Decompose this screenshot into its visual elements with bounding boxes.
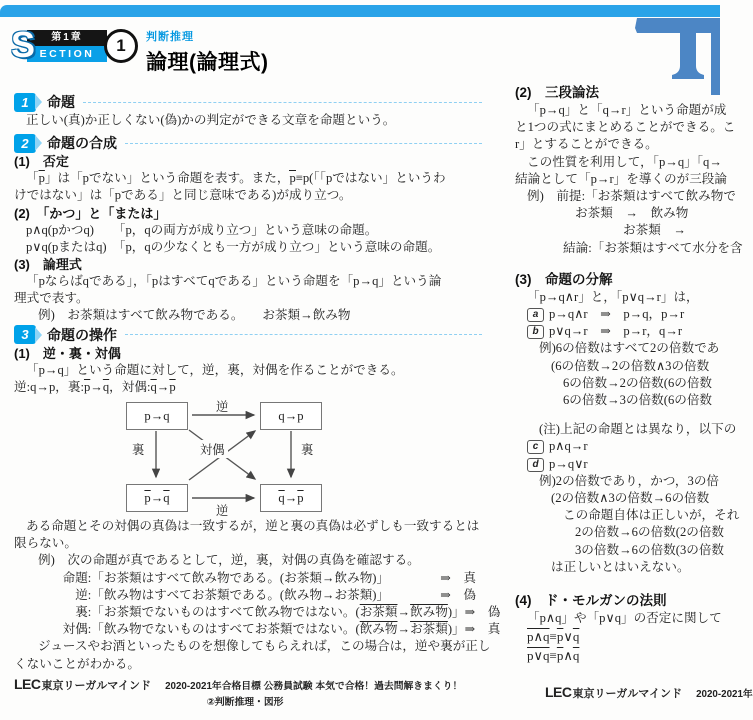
text-line: 正しい(真)か正しくない(偽)かの判定ができる文章を命題という。 xyxy=(26,113,396,127)
overlined-q: $\overline{q}$ xyxy=(572,629,580,645)
text-segment: p∧q→r xyxy=(549,439,588,454)
text-line: 「p∧q」や「p∨q」の否定に関して xyxy=(527,611,722,626)
text-segment: 逆:「飲み物はすべてお茶類である。(飲み物→お茶類)」 xyxy=(50,587,390,602)
arrow-symbol: → xyxy=(397,605,411,620)
right-page xyxy=(515,84,743,665)
rule-b-badge: b xyxy=(527,325,544,339)
text-segment: 「 xyxy=(26,171,39,186)
text-line: 6の倍数→3の倍数(6の倍数 xyxy=(563,393,713,408)
overlined-drink: 飲み物 xyxy=(359,622,398,637)
label-converse-bottom: 逆 xyxy=(216,504,229,519)
text-line: は正しいとはいえない。 xyxy=(551,559,690,574)
overlined-drink: 飲み物 xyxy=(410,605,448,620)
arrow-symbol: → xyxy=(150,490,164,505)
section-2-head xyxy=(14,133,482,153)
contrapositive-diagram xyxy=(14,400,482,518)
rule-c-badge: c xyxy=(527,440,544,454)
text-line: 結論として「p→r」を導くのが三段論 xyxy=(515,171,727,186)
text-line: 2の倍数→6の倍数(2の倍数 xyxy=(575,525,725,540)
equiv-symbol: ≡ xyxy=(549,648,557,664)
publisher-name: 東京リーガルマインド xyxy=(41,680,152,692)
subheading-negation: (1) 否定 xyxy=(14,154,69,170)
label-converse-top: 逆 xyxy=(216,400,229,415)
example-converse xyxy=(14,587,482,604)
text-segment: 」は「pでない」という命題を表す。また， xyxy=(44,171,290,186)
double-overlined-p: $\overline{p}$ xyxy=(289,171,296,186)
de-morgan-formula-1 xyxy=(515,627,720,646)
footer-text: 2020-2021年 xyxy=(696,689,753,700)
arrow-symbol: → xyxy=(90,379,103,394)
text-segment: 逆:q→p，裏: xyxy=(14,379,84,394)
text-line: 6の倍数→2の倍数(6の倍数 xyxy=(563,375,713,390)
overlined-p: $\overline{p}$ xyxy=(556,629,564,645)
or-symbol: ∨ xyxy=(563,629,573,645)
note-line: (注)上記の命題とは異なり，以下の xyxy=(539,422,737,437)
section-word: ECTION xyxy=(27,46,107,62)
section-rule xyxy=(125,334,482,335)
overlined-q: $\overline{q}$ xyxy=(572,648,580,664)
example-contrapositive xyxy=(14,621,501,638)
text-segment: ≡p(「「pではない」というわ xyxy=(295,171,446,186)
overlined-p: $\overline{p}$ xyxy=(169,379,176,394)
text-line: ジュースやお酒といったものを想像してもらえれば，この場合は，逆や裏が正し xyxy=(38,639,491,654)
category-label: 判断推理 xyxy=(146,31,194,43)
text-line: 結論:「お茶類はすべて水分を含 xyxy=(563,240,743,255)
rule-a-line xyxy=(515,306,720,323)
text-segment: 裏:「お茶類でないものはすべて飲み物ではない。( xyxy=(50,605,360,620)
overlined-tea: お茶類 xyxy=(359,605,398,620)
truth-result: ⇒ 真 xyxy=(440,570,476,585)
footer-volume-label: ②判断推理・図形 xyxy=(206,697,284,708)
overlined-p: $\overline{p}$ xyxy=(144,490,151,505)
text-line: この命題自体は正しいが，それ xyxy=(563,508,740,523)
lec-logo: LEC xyxy=(14,676,41,692)
example-line: 例)6の倍数はすべて2の倍数であ xyxy=(539,341,720,356)
subheading-logic-form: (3) 論理式 xyxy=(14,257,82,273)
arrow-symbol: → xyxy=(156,379,170,394)
section-badge xyxy=(11,24,136,65)
text-segment: p∨q→r ⇒ p→r，q→r xyxy=(549,324,683,339)
text-line: r」とすることができる。 xyxy=(515,137,658,152)
diagram-box-qp: q→p xyxy=(260,402,322,430)
arrow-symbol: → xyxy=(284,490,298,505)
title-block xyxy=(146,28,269,76)
overlined-p-or-q: p∨q xyxy=(527,648,550,664)
diagram-arrows xyxy=(14,400,474,518)
text-line: くないことがわかる。 xyxy=(14,656,140,671)
rule-c-line xyxy=(515,438,720,455)
diagram-box-notp-notq xyxy=(126,484,188,512)
label-inverse-left: 裏 xyxy=(132,443,145,458)
section-3-number-badge: 3 xyxy=(14,325,36,344)
text-line: (2の倍数∧3の倍数→6の倍数 xyxy=(551,491,710,506)
truth-result: ⇒ 偽 xyxy=(464,605,501,620)
example-line: 例) お茶類はすべて飲み物である。 お茶類→飲み物 xyxy=(38,308,351,323)
badge-tail-icon xyxy=(35,135,42,151)
overlined-tea: お茶類 xyxy=(410,622,448,637)
overlined-q: $\overline{q}$ xyxy=(150,379,157,394)
truth-result: ⇒ 偽 xyxy=(440,587,476,602)
text-line: 限らない。 xyxy=(14,536,77,551)
rule-a-badge: a xyxy=(527,308,544,322)
section-1-title: 命題 xyxy=(47,94,75,110)
subheading-decomposition: (3) 命題の分解 xyxy=(515,271,613,287)
section-initial: S xyxy=(11,24,36,65)
left-page-footer xyxy=(14,676,476,708)
overlined-q: $\overline{q}$ xyxy=(278,490,285,505)
text-segment: ，対偶: xyxy=(109,379,151,394)
example-line: 例) 次の命題が真であるとして，逆，裏，対偶の真偽を確認する。 xyxy=(38,553,420,568)
lec-logo: LEC xyxy=(545,684,572,700)
section-3-title: 命題の操作 xyxy=(47,326,117,343)
overlined-p: $\overline{p}$ xyxy=(556,648,564,664)
text-line: 「p→q」と「q→r」という命題が成 xyxy=(527,103,727,117)
section-3-head xyxy=(14,325,482,345)
footer-text: 2020-2021年合格目標 公務員試験 本気で合格！過去問解きまくり！ xyxy=(165,681,463,692)
text-line: ある命題とその対偶の真偽は一致するが，逆と裏の真偽は必ずしも一致するとは xyxy=(26,519,480,534)
text-line: 3の倍数→6の倍数(3の倍数 xyxy=(575,542,725,557)
text-segment: )」 xyxy=(447,605,465,620)
badge-tail-icon xyxy=(35,327,42,343)
equiv-symbol: ≡ xyxy=(549,629,557,645)
text-line: p∧q(pかつq) 「p，qの両方が成り立つ」という意味の命題。 xyxy=(26,222,378,237)
text-line: と1つの式にまとめることができる。こ xyxy=(515,120,736,135)
publisher-name: 東京リーガルマインド xyxy=(572,688,683,700)
truth-result: ⇒ 真 xyxy=(464,622,501,637)
section-number: 1 xyxy=(104,29,138,63)
text-segment: 命題:「お茶類はすべて飲み物である。(お茶類→飲み物)」 xyxy=(50,570,390,585)
and-symbol: ∧ xyxy=(563,648,573,664)
page-top-border xyxy=(0,5,720,17)
text-line: お茶類 → xyxy=(623,223,686,238)
overlined-q: $\overline{q}$ xyxy=(163,490,170,505)
footer-row xyxy=(14,676,476,693)
section-2-number-badge: 2 xyxy=(14,134,36,153)
diagram-box-pq: p→q xyxy=(126,402,188,430)
rule-d-badge: d xyxy=(527,458,544,472)
rule-b-line xyxy=(515,323,720,340)
text-line: この性質を利用して，「p→q」「q→ xyxy=(527,154,722,169)
label-inverse-right: 裏 xyxy=(301,443,314,458)
subheading-and-or: (2) 「かつ」と「または」 xyxy=(14,205,167,221)
right-page-footer xyxy=(545,684,753,701)
diagram-box-notq-notp xyxy=(260,484,322,512)
page-title: 論理(論理式) xyxy=(146,51,269,74)
overlined-p-and-q: p∧q xyxy=(527,629,550,645)
label-contrapositive: 対偶 xyxy=(197,440,228,458)
text-segment: 対偶:「飲み物でないものはすべてお茶類ではない。( xyxy=(50,622,360,637)
example-inverse xyxy=(14,604,501,621)
subheading-syllogism: (2) 三段論法 xyxy=(515,85,599,100)
section-2-title: 命題の合成 xyxy=(47,135,117,152)
de-morgan-formula-2 xyxy=(515,646,720,665)
overlined-p: $\overline{p}$ xyxy=(297,490,304,505)
chapter-label: 第1章 xyxy=(27,30,107,46)
text-line xyxy=(14,170,482,187)
rule-d-line xyxy=(515,456,720,473)
subheading-converse-inverse: (1) 逆・裏・対偶 xyxy=(14,345,121,361)
text-segment: p→q∧r ⇒ p→q，p→r xyxy=(549,307,685,322)
left-page xyxy=(11,24,501,673)
text-line: けではない」は「pである」と同じ意味である)が成り立つ。 xyxy=(14,188,352,203)
text-line: 理式で表す。 xyxy=(14,291,89,306)
text-line xyxy=(14,379,482,396)
overlined-p: $\overline{p}$ xyxy=(83,379,91,394)
example-line: 例)2の倍数であり，かつ，3の倍 xyxy=(539,473,720,488)
text-line: (6の倍数→2の倍数∧3の倍数 xyxy=(551,358,710,373)
arrow-symbol: → xyxy=(397,622,411,637)
text-line: p∨q(pまたはq) 「p，qの少なくとも一方が成り立つ」という意味の命題。 xyxy=(26,239,441,254)
example-proposition xyxy=(14,570,482,587)
section-1-number-badge: 1 xyxy=(14,93,36,112)
subheading-de-morgan: (4) ド・モルガンの法則 xyxy=(515,593,667,609)
text-line: お茶類 → 飲み物 xyxy=(575,206,689,221)
text-line: 「p→q」という命題に対して，逆，裏，対偶を作ることができる。 xyxy=(26,362,404,377)
section-header xyxy=(11,24,482,74)
text-line: 「pならばqである」，「pはすべてqである」という命題を「p→q」という論 xyxy=(26,274,442,289)
section-rule xyxy=(125,143,482,144)
section-1-head xyxy=(14,92,482,112)
badge-tail-icon xyxy=(35,94,42,110)
text-segment: )」 xyxy=(447,622,465,637)
section-rule xyxy=(83,102,482,103)
overlined-p: $\overline{p}$ xyxy=(38,171,45,186)
text-segment: p→q∨r xyxy=(549,456,588,471)
overlined-q: $\overline{q}$ xyxy=(102,379,110,394)
example-line: 例) 前提:「お茶類はすべて飲み物で xyxy=(527,189,736,204)
text-line: 「p→q∧r」と，「p∨q→r」は， xyxy=(527,289,699,304)
